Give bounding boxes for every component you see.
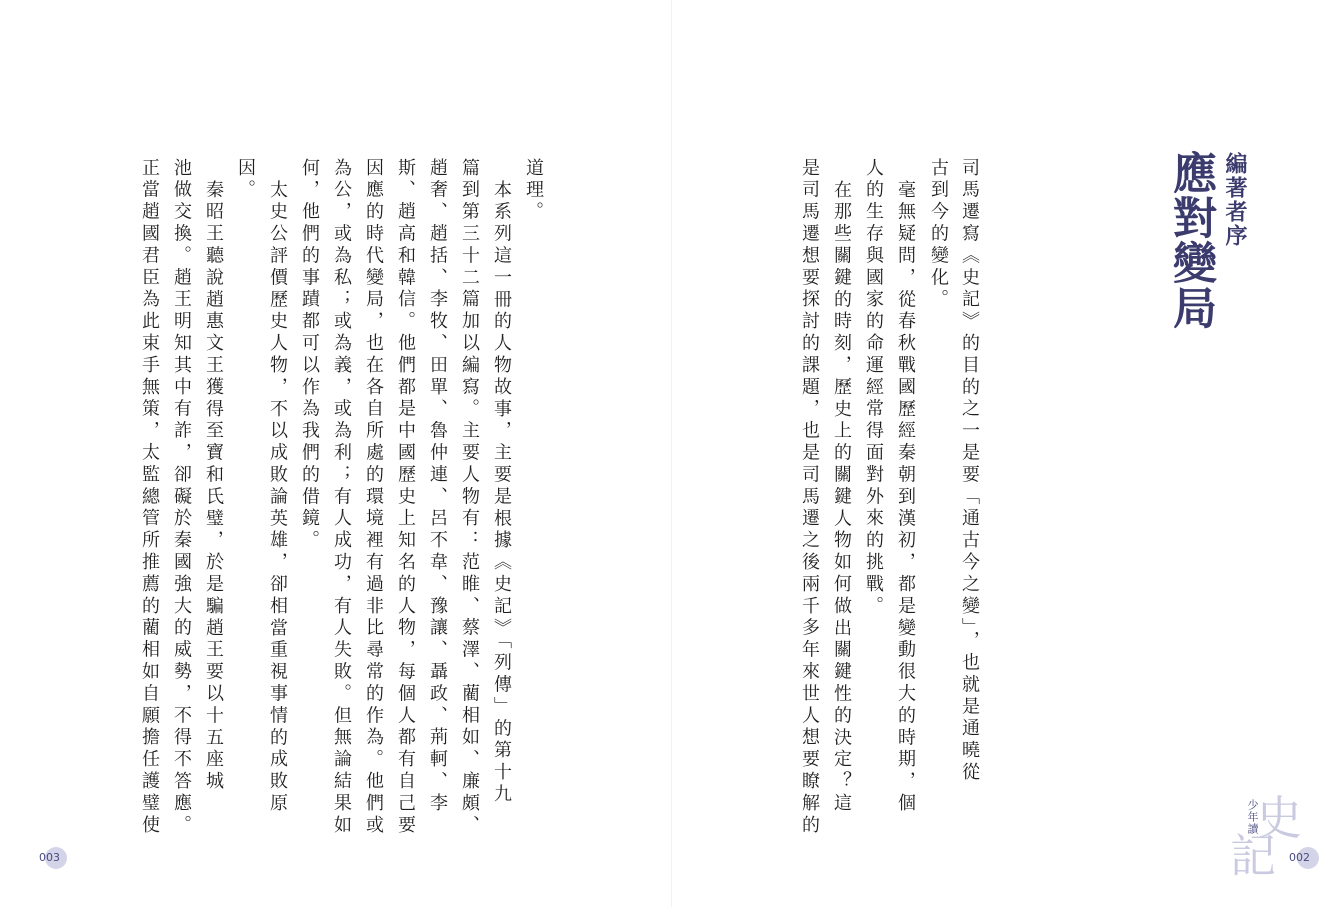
text-column: 秦昭王聽說趙惠文王獲得至寶和氏璧，於是騙趙王要以十五座城 — [203, 180, 224, 794]
page-number-right-text: 002 — [1289, 851, 1310, 864]
text-column: 趙奢、趙括、李牧、田單、魯仲連、呂不韋、豫讓、聶政、荊軻、李 — [427, 158, 448, 815]
text-column: 池做交換。趙王明知其中有詐，卻礙於秦國強大的威勢，不得不答應。 — [171, 158, 192, 837]
page-gutter — [671, 0, 672, 907]
preface-subtitle: 編著者序 — [1222, 152, 1248, 248]
page-number-left — [39, 847, 67, 869]
page-number-right — [1289, 847, 1319, 869]
text-column: 古到今的變化。 — [928, 158, 949, 312]
text-column: 道理。 — [523, 158, 544, 224]
text-column: 篇到第三十二篇加以編寫。主要人物有：范睢、蔡澤、藺相如、廉頗、 — [459, 158, 480, 837]
text-column: 是司馬遷想要探討的課題，也是司馬遷之後兩千多年來世人想要瞭解的 — [799, 158, 820, 837]
text-column: 本系列這一冊的人物故事，主要是根據《史記》「列傳」的第十九 — [491, 180, 512, 807]
text-column: 因。 — [235, 158, 256, 202]
text-column: 太史公評價歷史人物，不以成敗論英雄，卻相當重視事情的成敗原 — [267, 180, 288, 816]
logo-small-text: 少年讀 — [1246, 799, 1259, 835]
text-column: 在那些關鍵的時刻，歷史上的關鍵人物如何做出關鍵性的決定？這 — [831, 180, 852, 816]
text-column: 何，他們的事蹟都可以作為我們的借鏡。 — [299, 158, 320, 553]
text-column: 斯、趙高和韓信。他們都是中國歷史上知名的人物，每個人都有自己要 — [395, 158, 416, 837]
text-column: 正當趙國君臣為此束手無策，太監總管所推薦的藺相如自願擔任護璧使 — [139, 158, 160, 837]
text-column: 毫無疑問，從春秋戰國歷經秦朝到漢初，都是變動很大的時期，個 — [895, 180, 916, 816]
page-number-left-text: 003 — [39, 851, 60, 864]
logo-char-shi: 史 — [1256, 791, 1302, 845]
logo-char-ji: 記 — [1230, 829, 1276, 883]
preface-title: 應對變局 — [1165, 150, 1216, 330]
text-column: 人的生存與國家的命運經常得面對外來的挑戰。 — [863, 158, 884, 618]
text-column: 因應的時代變局，也在各自所處的環境裡有過非比尋常的作為。他們或 — [363, 158, 384, 837]
text-column: 為公，或為私；或為義，或為利；有人成功，有人失敗。但無論結果如 — [331, 158, 352, 837]
text-column: 司馬遷寫《史記》的目的之一是要「通古今之變」，也就是通曉從 — [959, 158, 980, 785]
